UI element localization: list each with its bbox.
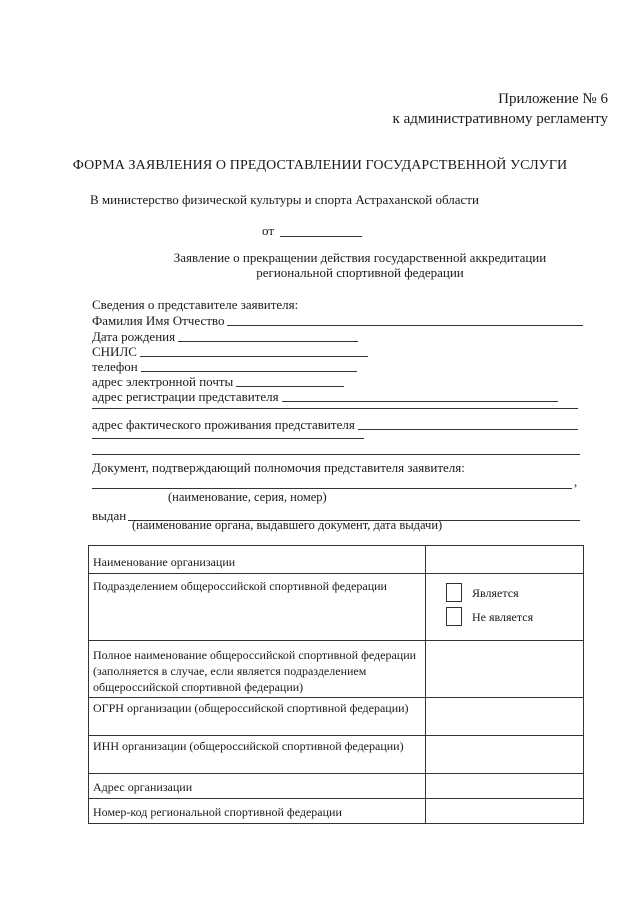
section-divider	[92, 454, 580, 455]
federation-full-name-value[interactable]	[426, 641, 584, 698]
actual-address-field[interactable]	[358, 418, 578, 430]
option-is-not-label: Не является	[472, 609, 534, 624]
addressee: В министерство физической культуры и спорта Астраханской области	[90, 192, 479, 207]
from-field[interactable]	[280, 236, 362, 237]
subdivision-options	[426, 574, 584, 641]
actual-address-continuation[interactable]	[92, 438, 364, 439]
full-name-label: Фамилия Имя Отчество	[92, 313, 225, 328]
table-row	[89, 698, 584, 736]
code-value[interactable]	[426, 799, 584, 824]
table-row	[89, 574, 584, 641]
row-label-code: Номер-код региональной спортивной федерации	[89, 799, 426, 824]
row-label-subdivision: Подразделением общероссийской спортивной федерации	[89, 574, 426, 641]
table-row	[89, 774, 584, 799]
row-label-address: Адрес организации	[89, 774, 426, 799]
option-is-label: Является	[472, 585, 519, 600]
actual-address-label: адрес фактического проживания представителя	[92, 417, 355, 432]
birth-date-label: Дата рождения	[92, 329, 176, 344]
form-title: ФОРМА ЗАЯВЛЕНИЯ О ПРЕДОСТАВЛЕНИИ ГОСУДАРСТВЕННОЙ УСЛУГИ	[72, 158, 568, 173]
email-row	[92, 374, 344, 389]
birth-date-row	[92, 329, 358, 344]
registration-address-field[interactable]	[282, 390, 558, 402]
table-row	[89, 799, 584, 824]
statement-line-2: региональной спортивной федерации	[256, 265, 464, 280]
phone-label: телефон	[92, 359, 138, 374]
option-is-row	[446, 583, 579, 602]
representative-heading: Сведения о представителе заявителя:	[92, 297, 299, 312]
registration-address-label: адрес регистрации представителя	[92, 389, 279, 404]
address-value[interactable]	[426, 774, 584, 799]
full-name-field[interactable]	[227, 314, 583, 326]
registration-address-row	[92, 389, 558, 404]
authority-document-comma: ,	[574, 474, 578, 489]
organization-name-value[interactable]	[426, 546, 584, 574]
email-label: адрес электронной почты	[92, 374, 234, 389]
appendix-reference: к административному регламенту	[392, 111, 608, 127]
snils-field[interactable]	[140, 345, 368, 357]
statement-line-1: Заявление о прекращении действия государственной аккредитации	[173, 250, 547, 265]
table-row	[89, 736, 584, 774]
inn-value[interactable]	[426, 736, 584, 774]
authority-document-field[interactable]	[92, 488, 572, 489]
ogrn-value[interactable]	[426, 698, 584, 736]
issued-row	[92, 508, 126, 523]
table-row	[89, 546, 584, 574]
row-label-inn: ИНН организации (общероссийской спортивной федерации)	[89, 736, 426, 774]
organization-table	[88, 545, 584, 824]
snils-row	[92, 344, 368, 359]
authority-document-heading: Документ, подтверждающий полномочия представителя заявителя:	[92, 460, 465, 475]
option-is-not-row	[446, 607, 579, 626]
table-row	[89, 641, 584, 698]
row-label-federation-full-name: Полное наименование общероссийской спортивной федерации (заполняется в случае, если является подразделением общероссийской спортивной федерации)	[89, 641, 426, 698]
full-name-row	[92, 313, 583, 328]
phone-field[interactable]	[141, 360, 357, 372]
caption-document-details: (наименование, серия, номер)	[168, 490, 327, 504]
from-row	[262, 223, 362, 239]
issued-label: выдан	[92, 508, 127, 523]
caption-issuer-details: (наименование органа, выдавшего документ, дата выдачи)	[132, 518, 443, 532]
registration-address-continuation[interactable]	[92, 408, 578, 409]
actual-address-row	[92, 417, 578, 432]
checkbox-is-not[interactable]	[446, 607, 462, 626]
email-field[interactable]	[236, 375, 344, 387]
birth-date-field[interactable]	[178, 330, 358, 342]
row-label-ogrn: ОГРН организации (общероссийской спортивной федерации)	[89, 698, 426, 736]
phone-row	[92, 359, 357, 374]
row-label-organization-name: Наименование организации	[89, 546, 426, 574]
from-label: от	[262, 223, 275, 238]
appendix-number: Приложение № 6	[498, 91, 608, 107]
checkbox-is[interactable]	[446, 583, 462, 602]
snils-label: СНИЛС	[92, 344, 137, 359]
